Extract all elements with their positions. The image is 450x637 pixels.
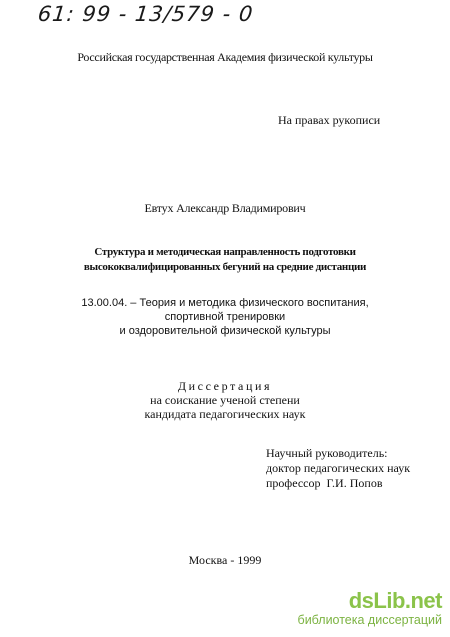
author-name: Евтух Александр Владимирович (144, 201, 306, 215)
specialty-line-3: и оздоровительной физической культуры (119, 325, 331, 337)
specialty-line-1: 13.00.04. – Теория и методика физического воспитания, (81, 297, 369, 309)
handwritten-catalog-code: 61: 99 - 13/579 - 0 (36, 2, 255, 26)
dissertation-title (0, 245, 450, 275)
supervisor-degree: доктор педагогических наук (266, 461, 411, 475)
rights-note: На правах рукописи (278, 113, 381, 127)
title-line-2: высококвалифицированных бегуний на средние дистанции (83, 261, 367, 273)
degree-line-2: кандидата педагогических наук (144, 407, 306, 421)
degree-line-1: на соискание ученой степени (150, 393, 300, 407)
academy-name: Российская государственная Академия физической культуры (77, 50, 373, 64)
supervisor-label: Научный руководитель: (266, 446, 388, 460)
watermark-subtitle: библиотека диссертаций (297, 613, 442, 627)
specialty-line-2: спортивной тренировки (164, 311, 286, 323)
supervisor-name: профессор Г.И. Попов (266, 476, 383, 490)
city-year: Москва - 1999 (188, 553, 262, 567)
dissertation-degree-block (0, 379, 450, 421)
supervisor-block (266, 446, 410, 491)
title-line-1: Структура и методическая направленность подготовки (94, 246, 356, 258)
watermark-logo[interactable]: dsLib.net (348, 588, 442, 613)
dissertation-heading: Диссертация (177, 379, 273, 393)
dslib-watermark[interactable] (298, 589, 442, 627)
specialty-block (0, 296, 450, 338)
